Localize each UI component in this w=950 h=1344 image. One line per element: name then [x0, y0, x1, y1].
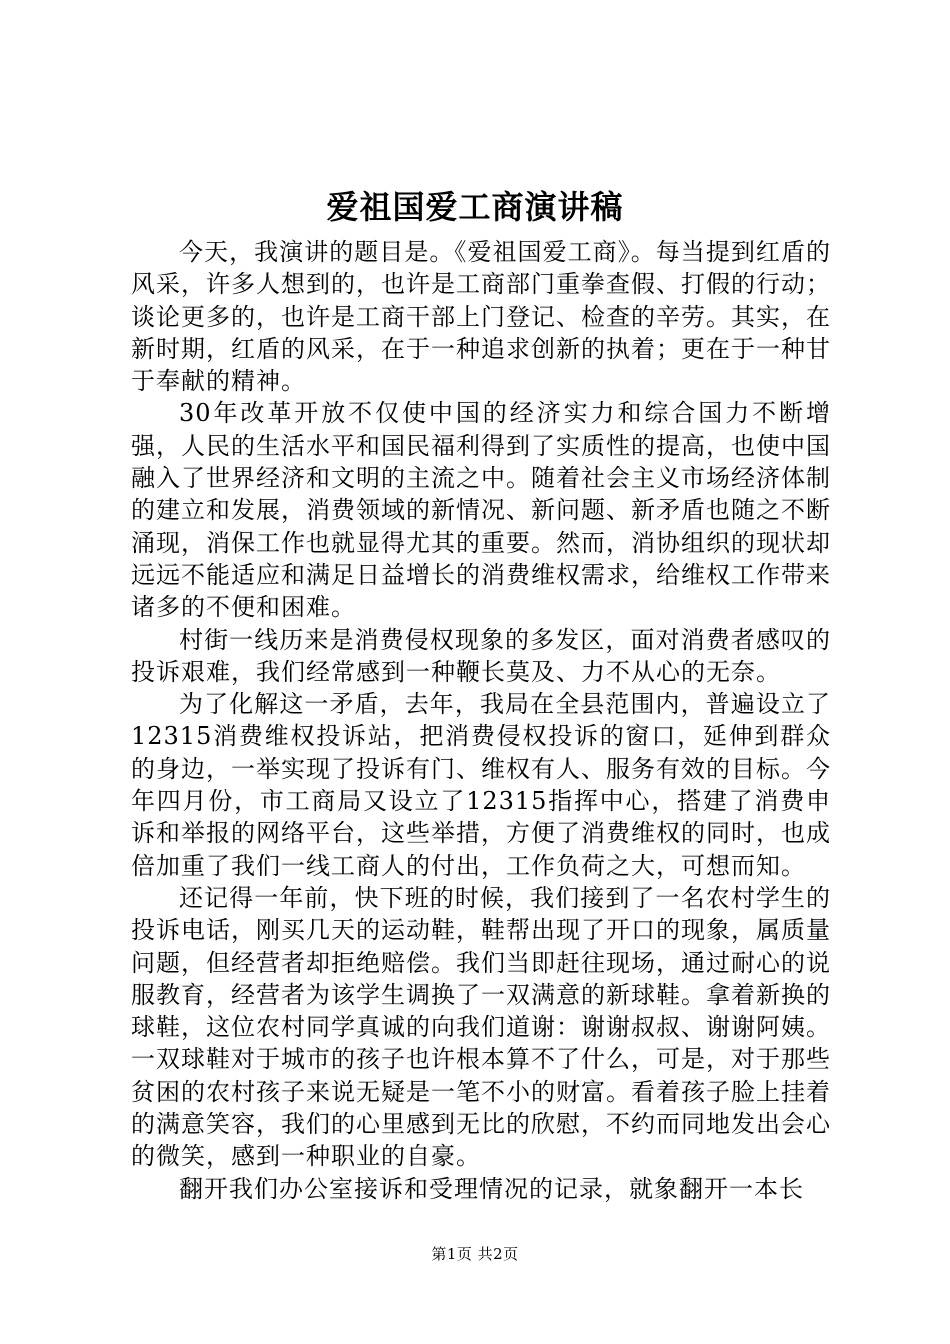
document-body — [131, 236, 831, 1205]
page-footer: 第1页 共2页 — [431, 1245, 519, 1263]
paragraph: 为了化解这一矛盾，去年，我局在全县范围内，普遍设立了12315消费维权投诉站，把消费侵权投诉的窗口，延伸到群众的身边，一举实现了投诉有门、维权有人、服务有效的目标。今年四月份，市工商局又设立了12315指挥中心，搭建了消费申诉和举报的网络平台，这些举措，方便了消费维权的同时，也成倍加重了我们一线工商人的付出，工作负荷之大，可想而知。 — [131, 690, 831, 880]
paragraph: 还记得一年前，快下班的时候，我们接到了一名农村学生的投诉电话，刚买几天的运动鞋，鞋帮出现了开口的现象，属质量问题，但经营者却拒绝赔偿。我们当即赶往现场，通过耐心的说服教育，经营者为该学生调换了一双满意的新球鞋。拿着新换的球鞋，这位农村同学真诚的向我们道谢：谢谢叔叔、谢谢阿姨。一双球鞋对于城市的孩子也许根本算不了什么，可是，对于那些贫困的农村孩子来说无疑是一笔不小的财富。看着孩子脸上挂着的满意笑容，我们的心里感到无比的欣慰，不约而同地发出会心的微笑，感到一种职业的自豪。 — [131, 883, 831, 1171]
paragraph: 翻开我们办公室接诉和受理情况的记录，就象翻开一本长 — [179, 1174, 804, 1203]
paragraph: 村街一线历来是消费侵权现象的多发区，面对消费者感叹的投诉艰难，我们经常感到一种鞭长莫及、力不从心的无奈。 — [131, 625, 831, 686]
document-title: 爱祖国爱工商演讲稿 — [326, 188, 624, 226]
paragraph: 今天，我演讲的题目是。《爱祖国爱工商》。每当提到红盾的风采，许多人想到的，也许是工商部门重拳查假、打假的行动；谈论更多的，也许是工商干部上门登记、检查的辛劳。其实，在新时期，红盾的风采，在于一种追求创新的执着；更在于一种甘于奉献的精神。 — [131, 238, 831, 396]
paragraph: 30年改革开放不仅使中国的经济实力和综合国力不断增强，人民的生活水平和国民福利得到了实质性的提高，也使中国融入了世界经济和文明的主流之中。随着社会主义市场经济体制的建立和发展，消费领域的新情况、新问题、新矛盾也随之不断涌现，消保工作也就显得尤其的重要。然而，消协组织的现状却远远不能适应和满足日益增长的消费维权需求，给维权工作带来诸多的不便和困难。 — [131, 399, 831, 622]
